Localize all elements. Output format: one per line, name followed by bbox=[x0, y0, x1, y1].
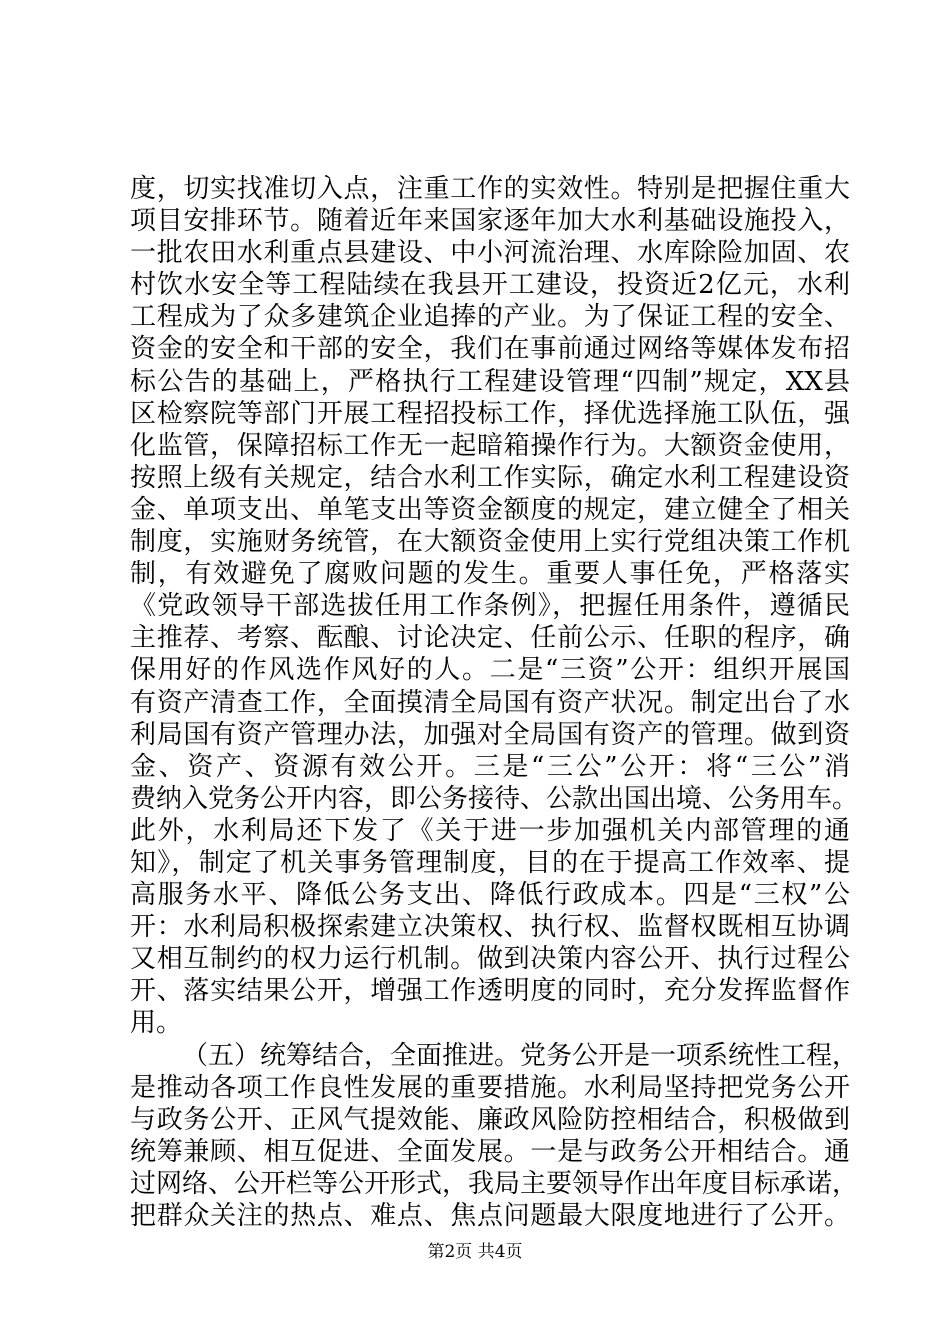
text-line: 把群众关注的热点、难点、焦点问题最大限度地进行了公开。 bbox=[130, 1201, 850, 1231]
body-text bbox=[130, 173, 859, 1232]
text-line: 与政务公开、正风气提效能、廉政风险防控相结合，积极做到 bbox=[130, 1104, 850, 1135]
text-line: 利局国有资产管理办法，加强对全局国有资产的管理。做到资 bbox=[130, 719, 850, 750]
text-line: 过网络、公开栏等公开形式，我局主要领导作出年度目标承诺， bbox=[130, 1168, 859, 1199]
text-line: 制度，实施财务统管，在大额资金使用上实行党组决策工作机 bbox=[130, 527, 850, 558]
text-line: （五）统筹结合，全面推进。党务公开是一项系统性工程， bbox=[182, 1040, 859, 1071]
text-line: 开：水利局积极探索建立决策权、执行权、监督权既相互协调 bbox=[130, 912, 850, 943]
text-line: 知》，制定了机关事务管理制度，目的在于提高工作效率、提 bbox=[130, 847, 850, 878]
text-line: 标公告的基础上，严格执行工程建设管理“四制”规定，XX县 bbox=[130, 366, 850, 397]
text-line: 一批农田水利重点县建设、中小河流治理、水库除险加固、农 bbox=[130, 238, 850, 269]
text-line: 主推荐、考察、酝酿、讨论决定、任前公示、任职的程序，确 bbox=[130, 623, 850, 654]
text-line: 费纳入党务公开内容，即公务接待、公款出国出境、公务用车。 bbox=[130, 783, 859, 814]
text-line: 有资产清查工作，全面摸清全局国有资产状况。制定出台了水 bbox=[130, 687, 850, 718]
text-line: 金、单项支出、单笔支出等资金额度的规定，建立健全了相关 bbox=[130, 494, 850, 525]
text-line: 开、落实结果公开，增强工作透明度的同时，充分发挥监督作 bbox=[130, 976, 850, 1007]
text-line: 又相互制约的权力运行机制。做到决策内容公开、执行过程公 bbox=[130, 944, 850, 975]
text-line: 高服务水平、降低公务支出、降低行政成本。四是“三权”公 bbox=[130, 880, 850, 911]
text-line: 《党政领导干部选拔任用工作条例》，把握任用条件，遵循民 bbox=[130, 591, 850, 622]
text-line: 区检察院等部门开展工程招投标工作，择优选择施工队伍，强 bbox=[130, 398, 850, 429]
text-line: 度，切实找准切入点，注重工作的实效性。特别是把握住重大 bbox=[130, 174, 850, 204]
text-line: 此外，水利局还下发了《关于进一步加强机关内部管理的通 bbox=[130, 815, 850, 846]
text-line: 金、资产、资源有效公开。三是“三公”公开：将“三公”消 bbox=[130, 751, 850, 782]
page-footer: 第2页 共4页 bbox=[427, 1242, 523, 1262]
text-line: 用。 bbox=[130, 1008, 183, 1039]
text-line: 保用好的作风选作风好的人。二是“三资”公开：组织开展国 bbox=[130, 655, 850, 686]
text-line: 资金的安全和干部的安全，我们在事前通过网络等媒体发布招 bbox=[130, 334, 850, 365]
text-line: 统筹兼顾、相互促进、全面发展。一是与政务公开相结合。通 bbox=[130, 1136, 850, 1167]
text-line: 化监管，保障招标工作无一起暗箱操作行为。大额资金使用， bbox=[130, 430, 850, 461]
text-line: 工程成为了众多建筑企业追捧的产业。为了保证工程的安全、 bbox=[130, 302, 850, 333]
text-line: 制，有效避免了腐败问题的发生。重要人事任免，严格落实 bbox=[130, 559, 850, 590]
text-line: 按照上级有关规定，结合水利工作实际，确定水利工程建设资 bbox=[130, 462, 850, 493]
text-line: 项目安排环节。随着近年来国家逐年加大水利基础设施投入， bbox=[130, 206, 850, 237]
text-line: 村饮水安全等工程陆续在我县开工建设，投资近2亿元，水利 bbox=[130, 270, 850, 301]
text-line: 是推动各项工作良性发展的重要措施。水利局坚持把党务公开 bbox=[130, 1072, 850, 1103]
